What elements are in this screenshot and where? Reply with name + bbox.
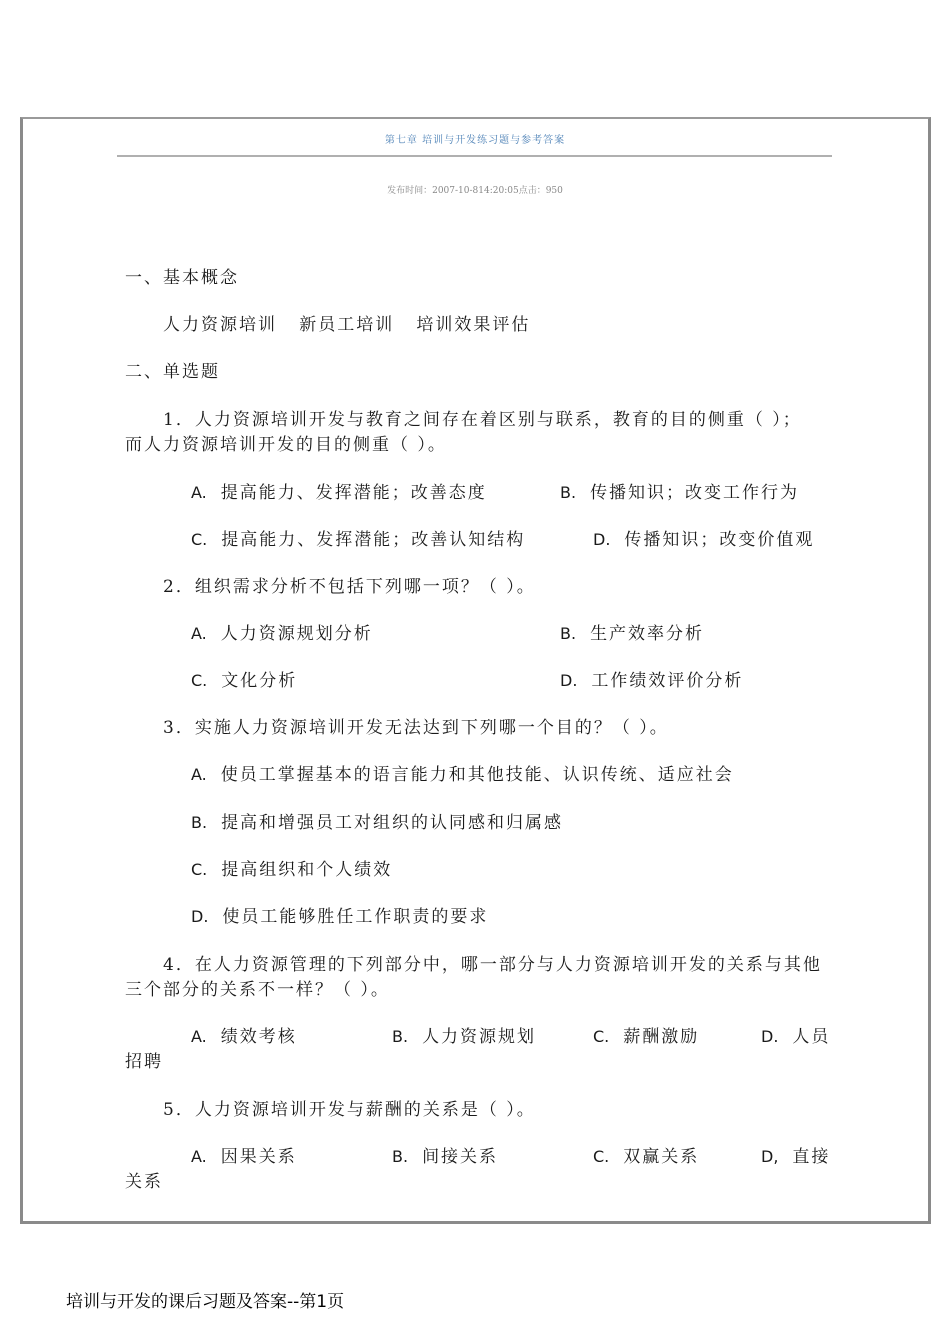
option-text: 绩效考核 [220,1027,297,1047]
option-letter: C. [191,860,208,879]
question-4-option-b [392,1027,536,1047]
option-letter: A. [191,1147,207,1166]
option-letter: A. [191,483,207,502]
question-4-stem-cont: 三个部分的关系不一样？（ ）。 [125,980,390,1000]
question-3-option-b [191,813,563,833]
option-letter: D. [560,671,578,690]
option-letter: B. [560,624,577,643]
option-text: 使员工掌握基本的语言能力和其他技能、认识传统、适应社会 [220,765,734,785]
option-text: 人力资源规划 [422,1027,537,1047]
section-heading-concepts: 一、基本概念 [125,268,239,288]
question-2-option-c [191,671,297,691]
option-letter: A. [191,765,207,784]
option-text: 提高能力、发挥潜能；改善认知结构 [221,530,526,550]
option-text: 因果关系 [220,1147,297,1167]
option-letter: C. [593,1027,610,1046]
question-2-stem: 2．组织需求分析不包括下列哪一项？（ ）。 [163,577,536,597]
question-4-option-d [761,1027,830,1047]
option-text: 文化分析 [221,671,298,691]
question-2-option-b [560,624,704,644]
option-letter: C. [593,1147,610,1166]
option-letter: D. [191,907,209,926]
option-text: 人力资源规划分析 [220,624,373,644]
question-1-stem-cont: 而人力资源培训开发的目的侧重（ ）。 [125,435,447,455]
option-text: 提高和增强员工对组织的认同感和归属感 [221,813,564,833]
question-4-option-d-wrap: 招聘 [125,1052,163,1072]
question-4-option-a [191,1027,297,1047]
title-divider [117,155,832,157]
document-title: 第七章 培训与开发练习题与参考答案 [384,135,566,146]
section-heading-single-choice: 二、单选题 [125,362,220,382]
question-5-option-c [593,1147,699,1167]
option-letter: C. [191,530,208,549]
option-text: 提高能力、发挥潜能；改善态度 [220,483,487,503]
question-5-option-d-wrap: 关系 [125,1172,163,1192]
question-1-option-a [191,483,487,503]
option-letter: C. [191,671,208,690]
option-letter: B. [560,483,577,502]
option-text: 薪酬激励 [623,1027,700,1047]
option-letter: D. [761,1027,779,1046]
question-2-option-d [560,671,743,691]
question-3-option-c [191,860,392,880]
publish-meta: 发布时间：2007-10-814:20:05点击：950 [387,186,563,196]
question-4-option-c [593,1027,699,1047]
option-text: 生产效率分析 [590,624,705,644]
option-text: 提高组织和个人绩效 [221,860,393,880]
option-letter: B. [191,813,208,832]
question-5-stem: 5．人力资源培训开发与薪酬的关系是（ ）。 [163,1100,536,1120]
option-letter: A. [191,624,207,643]
option-text: 间接关系 [422,1147,499,1167]
option-text: 传播知识；改变工作行为 [590,483,800,503]
option-text: 使员工能够胜任工作职责的要求 [222,907,489,927]
option-text: 人员 [792,1027,831,1047]
option-text: 双赢关系 [623,1147,700,1167]
option-letter: D. [593,530,611,549]
option-letter: B. [392,1147,409,1166]
question-1-option-c [191,530,525,550]
option-text: 直接 [792,1147,831,1167]
question-5-option-d [761,1147,830,1167]
page-footer: 培训与开发的课后习题及答案--第1页 [66,1292,345,1312]
question-1-option-b [560,483,799,503]
option-text: 传播知识；改变价值观 [624,530,815,550]
question-2-option-a [191,624,373,644]
question-1-option-d [593,530,814,550]
question-3-stem: 3．实施人力资源培训开发无法达到下列哪一个目的？（ ）。 [163,718,669,738]
option-letter: D, [761,1147,779,1166]
question-5-option-b [392,1147,498,1167]
question-1-stem: 1．人力资源培训开发与教育之间存在着区别与联系，教育的目的侧重（ ）； [163,410,802,430]
option-text: 工作绩效评价分析 [591,671,744,691]
question-4-stem: 4．在人力资源管理的下列部分中，哪一部分与人力资源培训开发的关系与其他 [163,955,822,975]
question-5-option-a [191,1147,297,1167]
option-letter: B. [392,1027,409,1046]
question-3-option-a [191,765,734,785]
question-3-option-d [191,907,488,927]
concept-terms: 人力资源培训 新员工培训 培训效果评估 [163,315,531,335]
option-letter: A. [191,1027,207,1046]
